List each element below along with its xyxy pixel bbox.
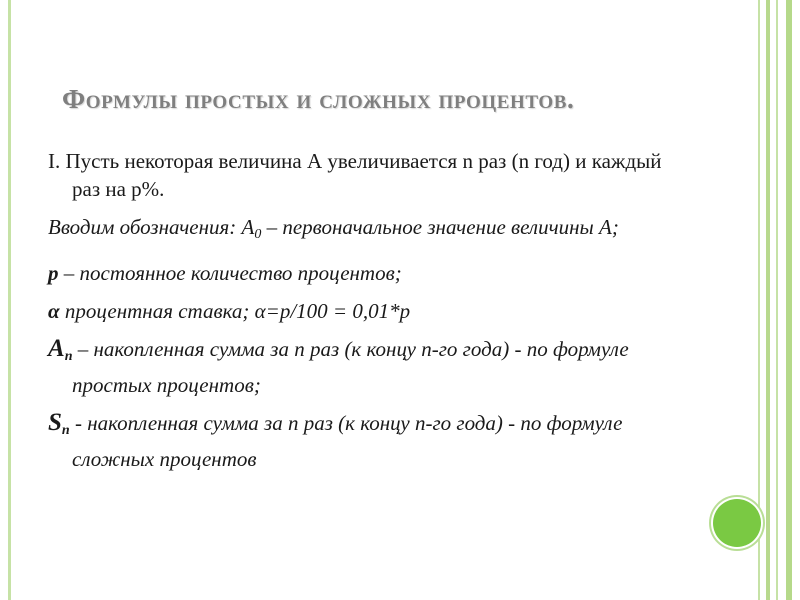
- alpha-definition-text: процентная ставка; α=р/100 = 0,01*р: [59, 299, 411, 323]
- notation-subscript: 0: [254, 227, 262, 242]
- symbol-alpha: α: [48, 299, 60, 323]
- symbol-p: р: [48, 261, 59, 285]
- paragraph-alpha-definition: [48, 297, 688, 325]
- symbol-a: А: [48, 335, 65, 362]
- notation-rest: – первоначальное значение величины А;: [261, 215, 619, 239]
- notation-lead: Вводим обозначения: А: [48, 215, 255, 239]
- right-decor-bar: [776, 0, 778, 600]
- sn-definition-text: - накопленная сумма за n раз (к концу n-го года) - по формуле сложных процентов: [69, 411, 623, 471]
- an-definition-text: – накопленная сумма за n раз (к концу n-го года) - по формуле простых процентов;: [72, 337, 629, 397]
- paragraph-sn-definition: [48, 409, 688, 473]
- paragraph-an-definition: [48, 335, 688, 399]
- p-definition-text: – постоянное количество процентов;: [58, 261, 402, 285]
- slide-title: Формулы простых и сложных процентов.: [62, 84, 575, 114]
- paragraph-intro: I. Пусть некоторая величина А увеличивается n раз (n год) и каждый раз на р%.: [48, 149, 662, 201]
- symbol-s: S: [48, 409, 62, 436]
- symbol-a-subscript: n: [64, 349, 73, 364]
- right-decor-bar: [758, 0, 760, 600]
- right-decor-bar: [766, 0, 770, 600]
- left-decor-bar: [8, 0, 11, 600]
- slide-body: [48, 147, 688, 473]
- green-circle-decoration: [713, 499, 761, 547]
- symbol-s-subscript: n: [61, 423, 70, 438]
- right-decor-bar: [786, 0, 792, 600]
- paragraph-notation: [48, 213, 688, 249]
- paragraph-p-definition: [48, 259, 688, 287]
